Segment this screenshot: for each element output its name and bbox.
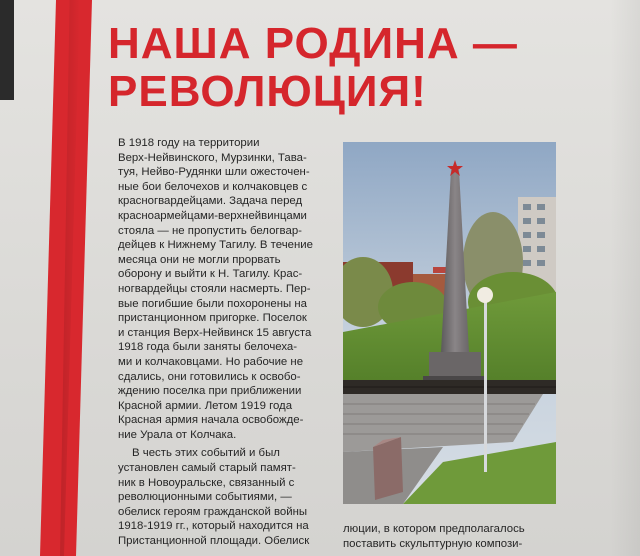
obelisk-photo [343, 142, 556, 504]
obelisk-photo-illustration [343, 142, 556, 504]
article-column-left [118, 136, 326, 549]
headline-line-1: НАША РОДИНА — [108, 19, 518, 68]
paragraph-2: В честь этих событий и был установлен самый старый памят- ник в Новоуральске, связанный с революционными событиями, — обелиск героям гражданской войны 1918-1919 гг., который находится на Пристанционной площади. Обелиск [118, 447, 310, 548]
paragraph-1: В 1918 году на территории Верх-Нейвинского, Мурзинки, Тава- туя, Нейво-Рудянки шли ожесточен- ные бои белочехов и колчаковцев с красногвардейцами. Задача перед красноармейцами-верхнейвинцами стояла — не пропустить белогвар- дейцев к Нижнему Тагилу. В течение месяца они не могли прорвать оборону и выйти к Н. Тагилу. Крас- ногвардейцы стояли насмерть. Пер- вые погибшие были похоронены на пристанционном пригорке. Поселок и станция Верх-Нейвинск 15 августа 1918 года были заняты белочеха- ми и колчаковцами. Но рабочие не сдались, они готовились к освобо- ждению поселка при приближении Красной армии. Летом 1919 года Красная армия начала освобожде- ние Урала от Колчака. [118, 137, 313, 441]
headline [108, 20, 628, 116]
article-column-right [343, 522, 553, 551]
page-fold-shadow [610, 0, 640, 556]
adjacent-page-edge [0, 0, 14, 100]
paragraph-right: люции, в котором предполагалось поставить скульптурную компози- [343, 523, 525, 550]
headline-line-2: РЕВОЛЮЦИЯ! [108, 67, 427, 116]
